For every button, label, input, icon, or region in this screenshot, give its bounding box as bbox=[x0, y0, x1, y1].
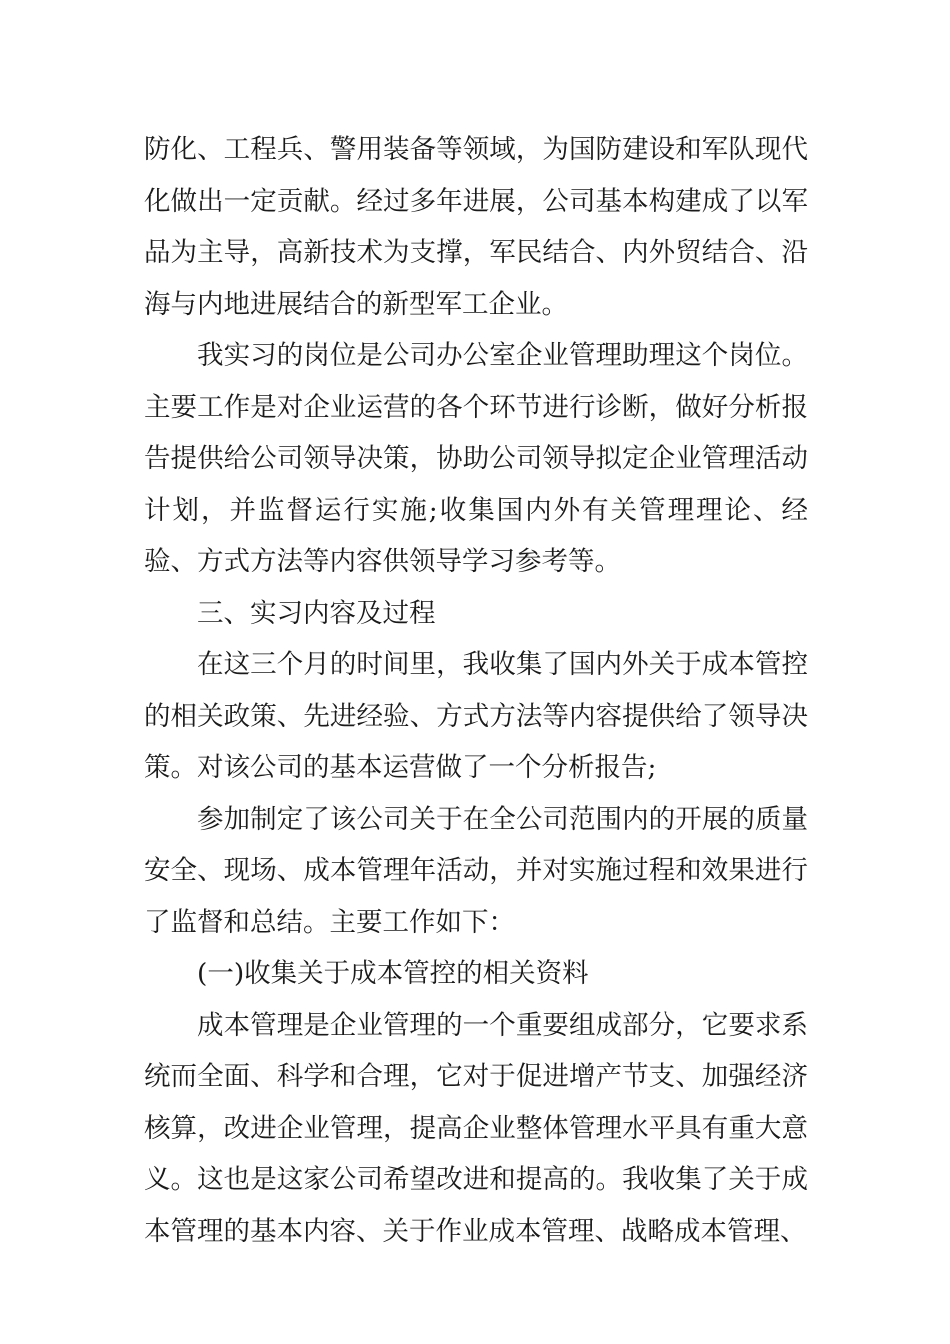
paragraph-cost-management: 成本管理是企业管理的一个重要组成部分，它要求系统而全面、科学和合理，它对于促进增产节支、加强经济核算，改进企业管理，提高企业整体管理水平具有重大意义。这也是这家公司希望改进和提高的。我收集了关于成本管理的基本内容、关于作业成本管理、战略成本管理、 bbox=[144, 1009, 808, 1247]
paragraph-management-activities: 参加制定了该公司关于在全公司范围内的开展的质量安全、现场、成本管理年活动，并对实施过程和效果进行了监督和总结。主要工作如下： bbox=[144, 803, 808, 938]
document-body bbox=[144, 124, 808, 1257]
paragraph-company-profile: 防化、工程兵、警用装备等领域，为国防建设和军队现代化做出一定贡献。经过多年进展，公司基本构建成了以军品为主导，高新技术为支撑，军民结合、内外贸结合、沿海与内地进展结合的新型军工企业。 bbox=[144, 134, 808, 320]
paragraph-three-months-work: 在这三个月的时间里，我收集了国内外关于成本管控的相关政策、先进经验、方式方法等内容提供给了领导决策。对该公司的基本运营做了一个分析报告; bbox=[144, 649, 808, 783]
paragraph-internship-position: 我实习的岗位是公司办公室企业管理助理这个岗位。主要工作是对企业运营的各个环节进行诊断，做好分析报告提供给公司领导决策，协助公司领导拟定企业管理活动计划，并监督运行实施;收集国内外有关管理理论、经验、方式方法等内容供领导学习参考等。 bbox=[144, 340, 808, 577]
section-heading-internship-content: 三、实习内容及过程 bbox=[197, 597, 436, 629]
subheading-collect-cost-materials: (一)收集关于成本管控的相关资料 bbox=[197, 958, 589, 989]
